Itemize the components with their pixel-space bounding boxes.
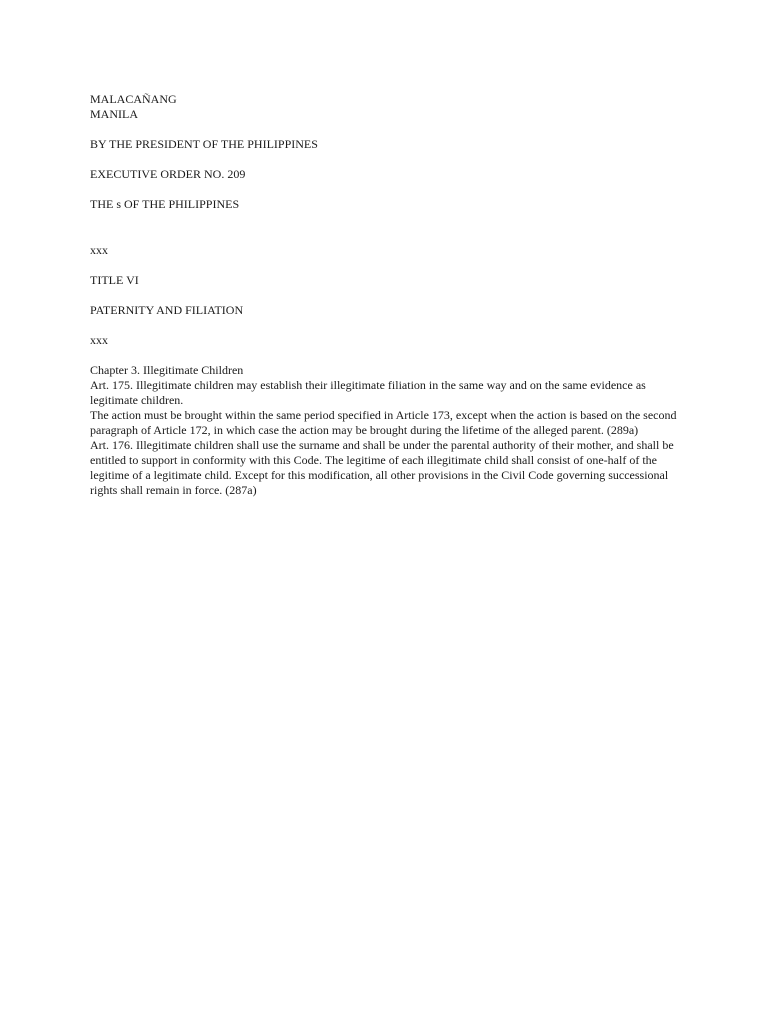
action-period-paragraph: The action must be brought within the same period specified in Article 173, except when the action is based on the second paragraph of Article 172, in which case the action may be brought during the lifetime of the alleged parent. (289a): [90, 408, 677, 437]
by-president-line: BY THE PRESIDENT OF THE PHILIPPINES: [90, 137, 318, 151]
title-heading: TITLE VI: [90, 273, 139, 287]
article-176-paragraph: Art. 176. Illegitimate children shall use the surname and shall be under the parental authority of their mother, and shall be entitled to support in conformity with this Code. The legitime of each illegitimate child shall consist of one-half of the legitime of a legitimate child. Except for this modification, all other provisions in the Civil Code governing successional rights shall remain in force. (287a): [90, 438, 674, 497]
executive-order-number: EXECUTIVE ORDER NO. 209: [90, 167, 246, 181]
section-heading: PATERNITY AND FILIATION: [90, 303, 244, 317]
ellipsis-marker: xxx: [90, 333, 108, 347]
ellipsis-marker: xxx: [90, 243, 108, 257]
header-malacanang: MALACAÑANG: [90, 92, 177, 106]
chapter-heading: Chapter 3. Illegitimate Children: [90, 363, 244, 377]
document-title: THE s OF THE PHILIPPINES: [90, 197, 240, 211]
header-manila: MANILA: [90, 107, 138, 121]
article-175-paragraph: Art. 175. Illegitimate children may establish their illegitimate filiation in the same way and on the same evidence as legitimate children.: [90, 378, 646, 407]
